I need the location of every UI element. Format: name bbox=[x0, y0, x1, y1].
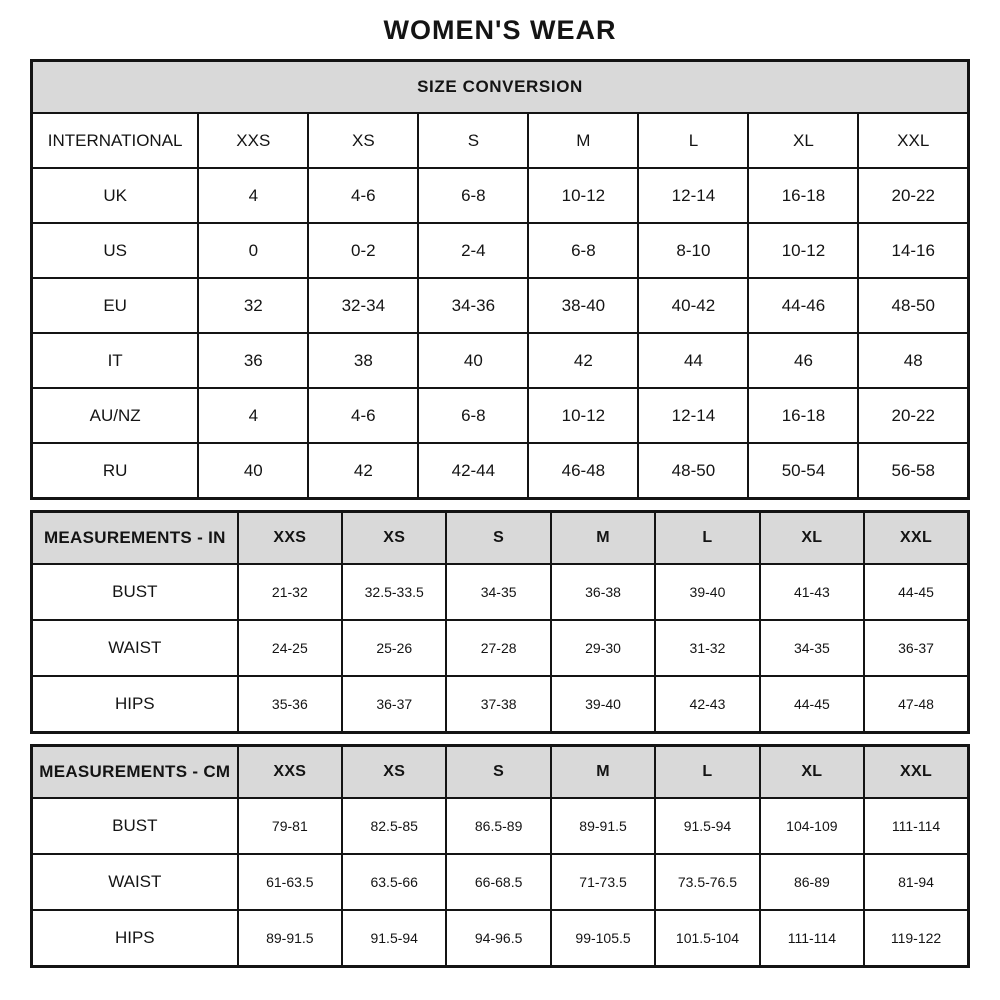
value-cell: 36-37 bbox=[342, 676, 446, 733]
value-cell: 10-12 bbox=[528, 168, 638, 223]
value-cell: 91.5-94 bbox=[342, 910, 446, 967]
column-header: M bbox=[551, 512, 655, 565]
table-row bbox=[32, 620, 969, 676]
row-label: RU bbox=[32, 443, 199, 499]
column-header: XS bbox=[342, 746, 446, 799]
row-label: HIPS bbox=[32, 910, 238, 967]
page-title: WOMEN'S WEAR bbox=[383, 15, 617, 45]
row-label: US bbox=[32, 223, 199, 278]
value-cell: 42-43 bbox=[655, 676, 759, 733]
table-row bbox=[32, 333, 969, 388]
value-cell: 36-37 bbox=[864, 620, 968, 676]
value-cell: 10-12 bbox=[528, 388, 638, 443]
value-cell: 36 bbox=[198, 333, 308, 388]
value-cell: 38 bbox=[308, 333, 418, 388]
row-label: BUST bbox=[32, 564, 238, 620]
column-header: XXS bbox=[198, 113, 308, 168]
column-header: S bbox=[418, 113, 528, 168]
value-cell: 24-25 bbox=[238, 620, 342, 676]
value-cell: 39-40 bbox=[655, 564, 759, 620]
value-cell: 42 bbox=[308, 443, 418, 499]
value-cell: 4-6 bbox=[308, 388, 418, 443]
value-cell: 36-38 bbox=[551, 564, 655, 620]
value-cell: 6-8 bbox=[418, 388, 528, 443]
measurements-cm-columns bbox=[32, 746, 969, 799]
value-cell: 12-14 bbox=[638, 168, 748, 223]
value-cell: 0-2 bbox=[308, 223, 418, 278]
measurements-cm-body bbox=[32, 798, 969, 967]
column-header: L bbox=[655, 512, 759, 565]
table-label: MEASUREMENTS - CM bbox=[32, 746, 238, 799]
value-cell: 20-22 bbox=[858, 388, 968, 443]
column-header: XS bbox=[308, 113, 418, 168]
row-label: EU bbox=[32, 278, 199, 333]
table-row bbox=[32, 910, 969, 967]
row-label: WAIST bbox=[32, 854, 238, 910]
value-cell: 2-4 bbox=[418, 223, 528, 278]
value-cell: 0 bbox=[198, 223, 308, 278]
table-label: INTERNATIONAL bbox=[32, 113, 199, 168]
column-header: XXL bbox=[864, 746, 968, 799]
value-cell: 44 bbox=[638, 333, 748, 388]
measurements-in-table bbox=[30, 510, 970, 734]
value-cell: 63.5-66 bbox=[342, 854, 446, 910]
value-cell: 81-94 bbox=[864, 854, 968, 910]
column-header: XXL bbox=[858, 113, 968, 168]
value-cell: 29-30 bbox=[551, 620, 655, 676]
size-chart-page bbox=[30, 0, 970, 968]
value-cell: 21-32 bbox=[238, 564, 342, 620]
value-cell: 86.5-89 bbox=[446, 798, 550, 854]
value-cell: 47-48 bbox=[864, 676, 968, 733]
value-cell: 6-8 bbox=[418, 168, 528, 223]
column-header: S bbox=[446, 746, 550, 799]
column-header: S bbox=[446, 512, 550, 565]
value-cell: 66-68.5 bbox=[446, 854, 550, 910]
table-row bbox=[32, 798, 969, 854]
value-cell: 16-18 bbox=[748, 168, 858, 223]
size-conversion-body bbox=[32, 168, 969, 499]
value-cell: 40 bbox=[198, 443, 308, 499]
value-cell: 10-12 bbox=[748, 223, 858, 278]
value-cell: 34-35 bbox=[446, 564, 550, 620]
column-header: XL bbox=[748, 113, 858, 168]
column-header: M bbox=[551, 746, 655, 799]
table-row bbox=[32, 676, 969, 733]
value-cell: 40-42 bbox=[638, 278, 748, 333]
value-cell: 37-38 bbox=[446, 676, 550, 733]
value-cell: 38-40 bbox=[528, 278, 638, 333]
value-cell: 48-50 bbox=[638, 443, 748, 499]
value-cell: 44-46 bbox=[748, 278, 858, 333]
row-label: BUST bbox=[32, 798, 238, 854]
value-cell: 99-105.5 bbox=[551, 910, 655, 967]
value-cell: 44-45 bbox=[864, 564, 968, 620]
table-row bbox=[32, 278, 969, 333]
value-cell: 8-10 bbox=[638, 223, 748, 278]
row-label: WAIST bbox=[32, 620, 238, 676]
value-cell: 119-122 bbox=[864, 910, 968, 967]
value-cell: 111-114 bbox=[864, 798, 968, 854]
value-cell: 89-91.5 bbox=[238, 910, 342, 967]
value-cell: 48 bbox=[858, 333, 968, 388]
value-cell: 40 bbox=[418, 333, 528, 388]
column-header: XXL bbox=[864, 512, 968, 565]
value-cell: 89-91.5 bbox=[551, 798, 655, 854]
value-cell: 32 bbox=[198, 278, 308, 333]
value-cell: 42 bbox=[528, 333, 638, 388]
value-cell: 20-22 bbox=[858, 168, 968, 223]
table-row bbox=[32, 854, 969, 910]
table-row bbox=[32, 388, 969, 443]
column-header: XS bbox=[342, 512, 446, 565]
value-cell: 25-26 bbox=[342, 620, 446, 676]
row-label: AU/NZ bbox=[32, 388, 199, 443]
table-row bbox=[32, 223, 969, 278]
value-cell: 44-45 bbox=[760, 676, 864, 733]
size-conversion-header-row bbox=[32, 61, 969, 114]
value-cell: 32.5-33.5 bbox=[342, 564, 446, 620]
value-cell: 94-96.5 bbox=[446, 910, 550, 967]
size-conversion-table bbox=[30, 59, 970, 500]
value-cell: 82.5-85 bbox=[342, 798, 446, 854]
column-header: L bbox=[638, 113, 748, 168]
value-cell: 104-109 bbox=[760, 798, 864, 854]
value-cell: 46 bbox=[748, 333, 858, 388]
column-header: XXS bbox=[238, 512, 342, 565]
value-cell: 50-54 bbox=[748, 443, 858, 499]
measurements-in-body bbox=[32, 564, 969, 733]
table-row bbox=[32, 443, 969, 499]
table-row bbox=[32, 564, 969, 620]
value-cell: 56-58 bbox=[858, 443, 968, 499]
column-header: XL bbox=[760, 746, 864, 799]
row-label: UK bbox=[32, 168, 199, 223]
value-cell: 48-50 bbox=[858, 278, 968, 333]
value-cell: 16-18 bbox=[748, 388, 858, 443]
value-cell: 46-48 bbox=[528, 443, 638, 499]
table-label: MEASUREMENTS - IN bbox=[32, 512, 238, 565]
value-cell: 111-114 bbox=[760, 910, 864, 967]
value-cell: 4 bbox=[198, 168, 308, 223]
size-conversion-columns bbox=[32, 113, 969, 168]
value-cell: 14-16 bbox=[858, 223, 968, 278]
value-cell: 71-73.5 bbox=[551, 854, 655, 910]
value-cell: 39-40 bbox=[551, 676, 655, 733]
value-cell: 86-89 bbox=[760, 854, 864, 910]
measurements-cm-table bbox=[30, 744, 970, 968]
value-cell: 41-43 bbox=[760, 564, 864, 620]
value-cell: 4-6 bbox=[308, 168, 418, 223]
value-cell: 34-36 bbox=[418, 278, 528, 333]
value-cell: 91.5-94 bbox=[655, 798, 759, 854]
size-conversion-title: SIZE CONVERSION bbox=[32, 61, 969, 114]
column-header: L bbox=[655, 746, 759, 799]
value-cell: 34-35 bbox=[760, 620, 864, 676]
column-header: XL bbox=[760, 512, 864, 565]
value-cell: 27-28 bbox=[446, 620, 550, 676]
measurements-in-columns bbox=[32, 512, 969, 565]
table-row bbox=[32, 168, 969, 223]
value-cell: 6-8 bbox=[528, 223, 638, 278]
value-cell: 101.5-104 bbox=[655, 910, 759, 967]
value-cell: 79-81 bbox=[238, 798, 342, 854]
value-cell: 31-32 bbox=[655, 620, 759, 676]
value-cell: 73.5-76.5 bbox=[655, 854, 759, 910]
column-header: XXS bbox=[238, 746, 342, 799]
value-cell: 12-14 bbox=[638, 388, 748, 443]
value-cell: 35-36 bbox=[238, 676, 342, 733]
value-cell: 61-63.5 bbox=[238, 854, 342, 910]
column-header: M bbox=[528, 113, 638, 168]
value-cell: 32-34 bbox=[308, 278, 418, 333]
row-label: IT bbox=[32, 333, 199, 388]
value-cell: 42-44 bbox=[418, 443, 528, 499]
value-cell: 4 bbox=[198, 388, 308, 443]
row-label: HIPS bbox=[32, 676, 238, 733]
